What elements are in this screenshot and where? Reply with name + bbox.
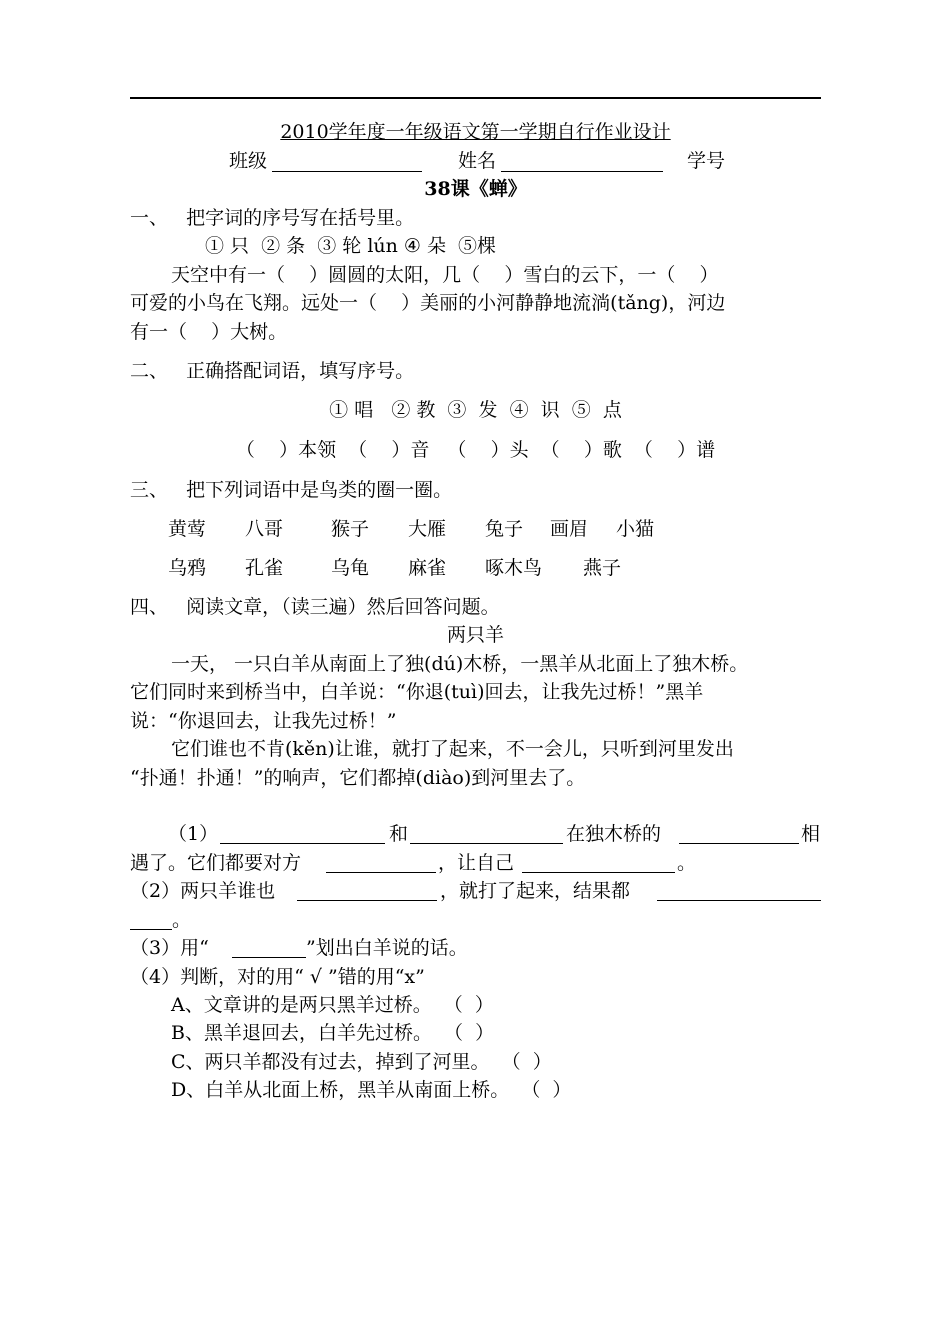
q4-1-line2b: ，让自己 xyxy=(438,852,515,874)
lesson-title: 38课《蝉》 xyxy=(424,178,527,200)
page-title: 2010学年度一年级语文第一学期自行作业设计 xyxy=(280,121,671,143)
word-item[interactable]: 兔子 xyxy=(485,518,524,540)
judgement-item[interactable]: C、两只羊都没有过去，掉到了河里。 （ ） xyxy=(171,1051,552,1073)
word-item[interactable]: 小猫 xyxy=(616,518,655,540)
answer-blank[interactable] xyxy=(130,909,172,930)
answer-blank[interactable] xyxy=(326,852,436,873)
word-item[interactable]: 孔雀 xyxy=(245,557,284,579)
q2-options: ① 唱 ② 教 ③ 发 ④ 识 ⑤ 点 xyxy=(329,399,622,421)
q4-2-prefix: （2）两只羊谁也 xyxy=(130,880,276,902)
word-item[interactable]: 猴子 xyxy=(331,518,370,540)
judgement-item[interactable]: D、白羊从北面上桥，黑羊从南面上桥。 （ ） xyxy=(171,1079,572,1101)
answer-blank[interactable] xyxy=(410,823,563,844)
word-item[interactable]: 乌鸦 xyxy=(168,557,207,579)
q4-3-prefix: （3）用“ xyxy=(130,937,209,959)
word-item[interactable]: 大雁 xyxy=(408,518,447,540)
word-item[interactable]: 燕子 xyxy=(583,557,622,579)
q4-heading: 四、 阅读文章，（读三遍）然后回答问题。 xyxy=(130,596,500,618)
story-line: 它们谁也不肯(kěn)让谁，就打了起来，不一会儿，只听到河里发出 xyxy=(171,738,734,760)
q2-heading: 二、 正确搭配词语，填写序号。 xyxy=(130,360,415,382)
q3-heading: 三、 把下列词语中是鸟类的圈一圈。 xyxy=(130,479,453,501)
underline-sample xyxy=(232,937,306,958)
q1-line: 有一（ ）大树。 xyxy=(130,321,288,343)
q4-3-suffix: ”划出白羊说的话。 xyxy=(306,937,468,959)
name-label: 姓名 xyxy=(458,150,497,172)
story-line: 一天， 一只白羊从南面上了独(dú)木桥，一黑羊从北面上了独木桥。 xyxy=(171,653,749,675)
word-item[interactable]: 八哥 xyxy=(245,518,284,540)
q1-line: 可爱的小鸟在飞翔。远处一（ ）美丽的小河静静地流淌(tǎng)，河边 xyxy=(130,292,726,314)
q4-1-on-bridge: 在独木桥的 xyxy=(566,823,662,845)
q4-1-line2: 遇了。它们都要对方 xyxy=(130,852,302,874)
word-item[interactable]: 麻雀 xyxy=(408,557,447,579)
q4-1-and: 和 xyxy=(389,823,409,845)
q4-2-end: 。 xyxy=(172,909,192,931)
top-rule xyxy=(130,97,821,99)
number-label: 学号 xyxy=(687,150,726,172)
word-item[interactable]: 画眉 xyxy=(550,518,589,540)
name-field[interactable] xyxy=(501,151,663,172)
answer-blank[interactable] xyxy=(679,823,799,844)
word-item[interactable]: 乌龟 xyxy=(331,557,370,579)
answer-blank[interactable] xyxy=(522,852,675,873)
q2-blanks: （ ）本领 （ ）音 （ ）头 （ ）歌 （ ）谱 xyxy=(235,439,716,461)
q4-2-mid: ，就打了起来，结果都 xyxy=(440,880,631,902)
word-item[interactable]: 黄莺 xyxy=(168,518,207,540)
q4-4-text: （4）判断，对的用“ √ ”错的用“x” xyxy=(130,966,425,988)
answer-blank[interactable] xyxy=(220,823,385,844)
judgement-item[interactable]: B、黑羊退回去，白羊先过桥。 （ ） xyxy=(171,1022,495,1044)
story-line: 说：“你退回去，让我先过桥！” xyxy=(130,710,397,732)
q1-heading: 一、 把字词的序号写在括号里。 xyxy=(130,207,415,229)
q1-options: ① 只 ② 条 ③ 轮 lún ④ 朵 ⑤棵 xyxy=(205,235,497,257)
story-line: 它们同时来到桥当中，白羊说：“你退(tuì)回去，让我先过桥！”黑羊 xyxy=(130,681,704,703)
story-title: 两只羊 xyxy=(446,624,504,646)
word-item[interactable]: 啄木鸟 xyxy=(485,557,543,579)
q1-line: 天空中有一（ ）圆圆的太阳，几（ ）雪白的云下，一（ ） xyxy=(171,264,719,286)
story-line: “扑通！扑通！”的响声，它们都掉(diào)到河里去了。 xyxy=(130,767,586,789)
q4-1-end: 。 xyxy=(677,852,697,874)
q4-1-meet: 相 xyxy=(801,823,821,845)
class-label: 班级 xyxy=(229,150,268,172)
q4-1-prefix: （1） xyxy=(168,823,219,845)
class-field[interactable] xyxy=(272,151,422,172)
answer-blank[interactable] xyxy=(297,880,437,901)
judgement-item[interactable]: A、文章讲的是两只黑羊过桥。 （ ） xyxy=(171,994,494,1016)
answer-blank[interactable] xyxy=(657,880,821,901)
